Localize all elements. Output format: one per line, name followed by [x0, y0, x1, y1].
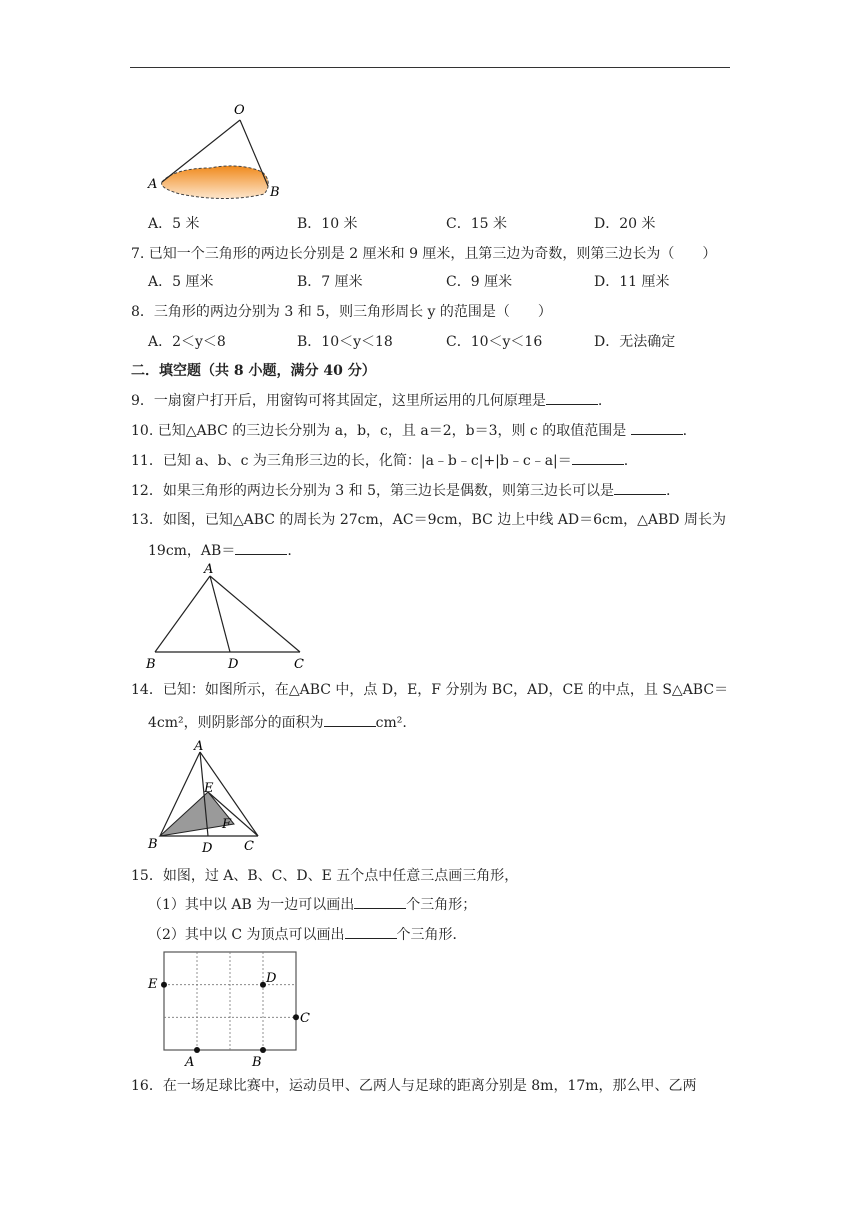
q14-label-c: C: [244, 839, 254, 854]
pond-shape: [162, 166, 269, 199]
q16-line1: 16．在一场足球比赛中，运动员甲、乙两人与足球的距离分别是 8m，17m，那么甲、乙两: [131, 1078, 697, 1094]
q6-option-c: C．15 米: [446, 216, 507, 232]
q12: [131, 480, 670, 501]
point-a: [194, 1047, 200, 1053]
q15-label-c: C: [300, 1011, 310, 1026]
q13-answer-blank[interactable]: [235, 540, 287, 555]
q14-label-e: E: [204, 781, 214, 796]
q14-label-f: F: [222, 817, 232, 832]
point-e: [161, 982, 167, 988]
q6-option-d: D．20 米: [594, 216, 656, 232]
q6-label-b: B: [270, 185, 280, 200]
q7-option-b: B．7 厘米: [297, 274, 363, 290]
q14-line2: [148, 712, 407, 733]
q13-label-d: D: [228, 657, 239, 672]
q11-text: 11．已知 a、b、c 为三角形三边的长，化简：|a﹣b﹣c|+|b﹣c﹣a|＝: [131, 453, 572, 469]
q10-end: .: [682, 423, 688, 439]
q14-label-d: D: [202, 841, 213, 856]
q13-line1: 13．如图，已知△ABC 的周长为 27cm，AC＝9cm，BC 边上中线 AD＝6cm，△ABD 周长为: [131, 512, 726, 528]
q15-sub2-text: （2）其中以 C 为顶点可以画出: [148, 927, 345, 943]
q15-sub1-blank[interactable]: [354, 894, 406, 909]
q10: [131, 420, 687, 441]
q6-label-a: A: [148, 177, 158, 192]
q15-sub1: [148, 894, 476, 915]
q11: [131, 450, 628, 471]
q8-option-a: A．2＜y＜8: [148, 334, 226, 350]
q14-line1: 14．已知：如图所示，在△ABC 中，点 D，E，F 分别为 BC，AD，CE 的中点，且 S△ABC＝: [131, 682, 729, 698]
q12-text: 12．如果三角形的两边长分别为 3 和 5，第三边长是偶数，则第三边长可以是: [131, 483, 614, 499]
q14-figure: [142, 740, 272, 858]
q15-sub2-blank[interactable]: [345, 924, 397, 939]
point-c: [293, 1014, 299, 1020]
q15-line1: 15．如图，过 A、B、C、D、E 五个点中任意三点画三角形，: [131, 868, 519, 884]
q12-answer-blank[interactable]: [614, 480, 666, 495]
section-heading: 二．填空题（共 8 小题，满分 40 分）: [131, 363, 376, 379]
point-b: [260, 1047, 266, 1053]
q9: [131, 390, 602, 411]
header-rule: [130, 67, 730, 68]
q9-text: 9．一扇窗户打开后，用窗钩可将其固定，这里所运用的几何原理是: [131, 393, 546, 409]
q15-sub2-end: 个三角形．: [396, 927, 467, 943]
q14-answer-blank[interactable]: [324, 712, 376, 727]
q14-text: 4cm²，则阴影部分的面积为: [148, 715, 324, 731]
q10-answer-blank[interactable]: [631, 420, 683, 435]
q15-sub1-end: 个三角形；: [406, 897, 477, 913]
q11-end: .: [623, 453, 629, 469]
q13-text: 19cm，AB＝: [148, 543, 236, 559]
q6-label-o: O: [234, 103, 245, 118]
q7-option-d: D．11 厘米: [594, 274, 670, 290]
q7-option-c: C．9 厘米: [446, 274, 513, 290]
q13-label-a: A: [204, 562, 214, 577]
q14-label-b: B: [148, 837, 158, 852]
q13-label-b: B: [146, 657, 156, 672]
q7-stem: 7. 已知一个三角形的两边长分别是 2 厘米和 9 厘米，且第三边为奇数，则第三边长为（ ）: [131, 246, 717, 262]
q15-sub1-text: （1）其中以 AB 为一边可以画出: [148, 897, 355, 913]
q15-label-e: E: [148, 977, 158, 992]
q13-end: .: [287, 543, 292, 559]
q13-line2: [148, 540, 292, 561]
q15-label-a: A: [185, 1055, 195, 1070]
q6-option-b: B．10 米: [297, 216, 358, 232]
q10-text: 10. 已知△ABC 的三边长分别为 a，b，c，且 a＝2，b＝3，则 c 的取值范围是: [131, 423, 631, 439]
q8-stem: 8．三角形的两边分别为 3 和 5，则三角形周长 y 的范围是（ ）: [131, 304, 552, 320]
q9-answer-blank[interactable]: [546, 390, 598, 405]
q6-option-a: A．5 米: [148, 216, 200, 232]
q15-figure: [144, 946, 324, 1070]
q13-label-c: C: [294, 657, 304, 672]
q6-figure: [140, 98, 290, 208]
q7-option-a: A．5 厘米: [148, 274, 214, 290]
q11-answer-blank[interactable]: [572, 450, 624, 465]
q9-end: .: [597, 393, 603, 409]
q15-label-d: D: [266, 971, 277, 986]
q14-label-a: A: [194, 740, 204, 754]
q13-figure: [140, 562, 315, 672]
q15-sub2: [148, 924, 467, 945]
q8-option-b: B．10＜y＜18: [297, 334, 393, 350]
q12-end: .: [665, 483, 671, 499]
q14-end: cm².: [375, 715, 407, 731]
q8-option-c: C．10＜y＜16: [446, 334, 543, 350]
q8-option-d: D．无法确定: [594, 334, 676, 350]
q15-label-b: B: [252, 1055, 262, 1070]
